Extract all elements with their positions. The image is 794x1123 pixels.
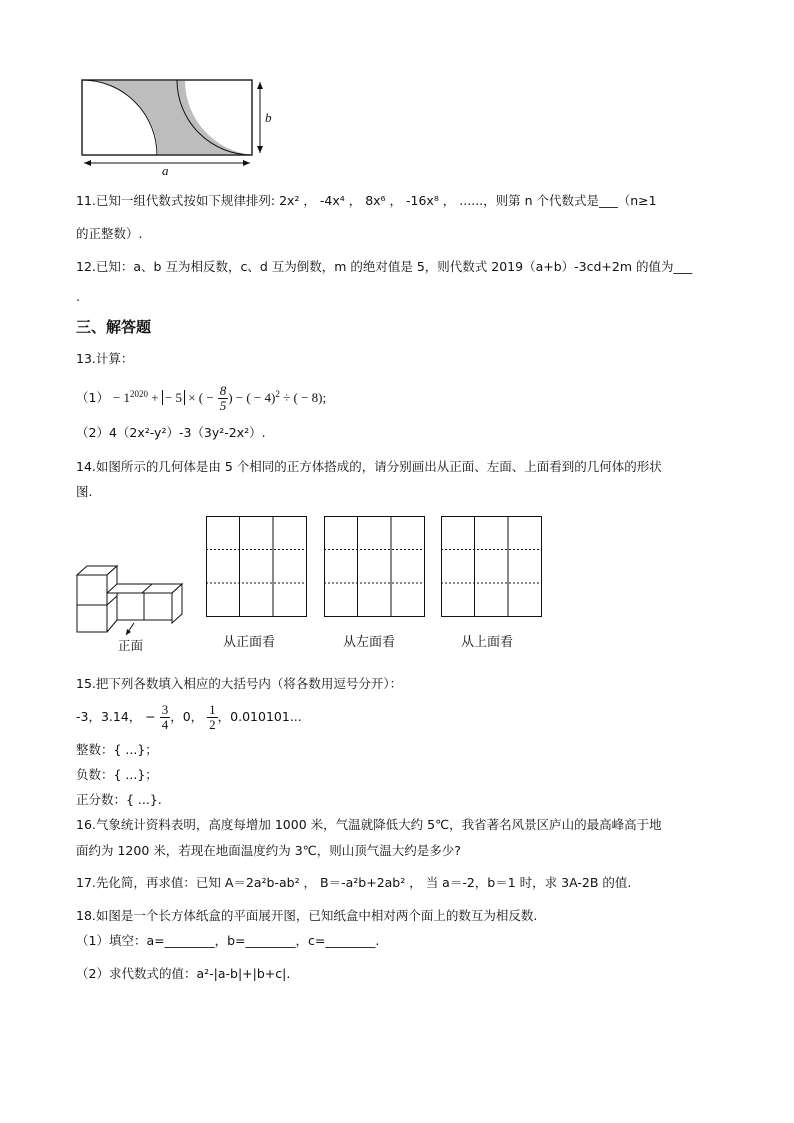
q13-p1-exp: 2020 bbox=[130, 389, 149, 399]
grid-top-view bbox=[441, 516, 543, 618]
q13-p1-abs: − 5 bbox=[162, 390, 185, 405]
label-a: a bbox=[162, 163, 169, 178]
q12-line2: . bbox=[76, 289, 80, 304]
q13-frac-den: 5 bbox=[219, 398, 227, 414]
grid-left-view bbox=[324, 516, 426, 618]
q15-f1-den: 4 bbox=[161, 717, 169, 732]
front-label: 正面 bbox=[118, 638, 144, 653]
q13-p1-pre: − 1 bbox=[112, 390, 131, 406]
q16-line2: 面约为 1200 米，若现在地面温度约为 3℃，则山顶气温大约是多少? bbox=[76, 843, 461, 858]
q13-p1-mid1: + bbox=[148, 390, 162, 406]
caption-top-view: 从上面看 bbox=[461, 635, 514, 650]
caption-front-view: 从正面看 bbox=[223, 635, 276, 650]
q15-fraction-3-4 bbox=[160, 703, 171, 732]
q13-frac-num: 8 bbox=[219, 383, 227, 399]
q13-fraction bbox=[218, 384, 229, 413]
q15-numbers bbox=[76, 700, 302, 734]
q15-title: 15.把下列各数填入相应的大括号内（将各数用逗号分开）： bbox=[76, 676, 403, 691]
q18-part1: （1）填空：a=________，b=________，c=________. bbox=[76, 933, 380, 948]
grid-front-view bbox=[206, 516, 308, 618]
q13-part2: （2）4（2x²-y²）-3（3y²-2x²）. bbox=[76, 425, 266, 440]
q13-p1-end: ÷ ( − 8); bbox=[279, 390, 327, 406]
q15-nums-mid: ，0， bbox=[170, 709, 204, 724]
q15-f2-den: 2 bbox=[209, 717, 216, 732]
q15-integers: 整数：{ ...}； bbox=[76, 742, 158, 757]
q15-negatives: 负数：{ ...}； bbox=[76, 767, 158, 782]
q15-nums-end: ，0.010101... bbox=[217, 709, 302, 724]
q13-p1-label: （1） bbox=[76, 390, 109, 406]
q13-p1-exp2: 2 bbox=[275, 389, 280, 399]
q18-line1: 18.如图是一个长方体纸盒的平面展开图，已知纸盒中相对两个面上的数互为相反数. bbox=[76, 908, 538, 923]
q16-line1: 16.气象统计资料表明，高度每增加 1000 米，气温就降低大约 5℃，我省著名风景区庐山的最高峰高于地 bbox=[76, 817, 662, 832]
label-b: b bbox=[265, 110, 272, 125]
shaded-region bbox=[83, 80, 252, 155]
q15-positive-fractions: 正分数：{ ...}. bbox=[76, 792, 162, 807]
q12-line1: 12.已知：a、b 互为相反数，c、d 互为倒数，m 的绝对值是 5，则代数式 2019（a+b）-3cd+2m 的值为___ bbox=[76, 259, 693, 274]
q13-part1 bbox=[76, 380, 326, 413]
q15-nums-pre: -3，3.14， − bbox=[76, 709, 156, 724]
rectangle-figure bbox=[70, 75, 290, 180]
q15-f2-num: 1 bbox=[209, 702, 216, 717]
q14-line2: 图. bbox=[76, 484, 93, 499]
q13-title: 13.计算： bbox=[76, 351, 134, 366]
q11-line2: 的正整数）. bbox=[76, 226, 143, 241]
q13-p1-mid2: × ( − bbox=[184, 390, 214, 406]
q15-f1-num: 3 bbox=[161, 702, 169, 717]
q14-line1: 14.如图所示的几何体是由 5 个相同的正方体搭成的，请分别画出从正面、左面、上面看到的几何体的形状 bbox=[76, 459, 662, 474]
q13-p1-mid3: ) − ( − 4) bbox=[228, 390, 276, 406]
q15-fraction-1-2 bbox=[207, 703, 218, 732]
q18-part2: （2）求代数式的值：a²-|a-b|+|b+c|. bbox=[76, 966, 291, 981]
caption-left-view: 从左面看 bbox=[343, 635, 396, 650]
section-title: 三、解答题 bbox=[76, 318, 152, 336]
q17-line1: 17.先化简，再求值：已知 A＝2a²b-ab² ， B＝-a²b+2ab² ， 当 a＝-2，b＝1 时，求 3A-2B 的值. bbox=[76, 875, 632, 890]
q11-line1: 11.已知一组代数式按如下规律排列: 2x² ， -4x⁴ ， 8x⁶ ， -16x⁸ ， ......，则第 n 个代数式是___（n≥1 bbox=[76, 193, 657, 208]
